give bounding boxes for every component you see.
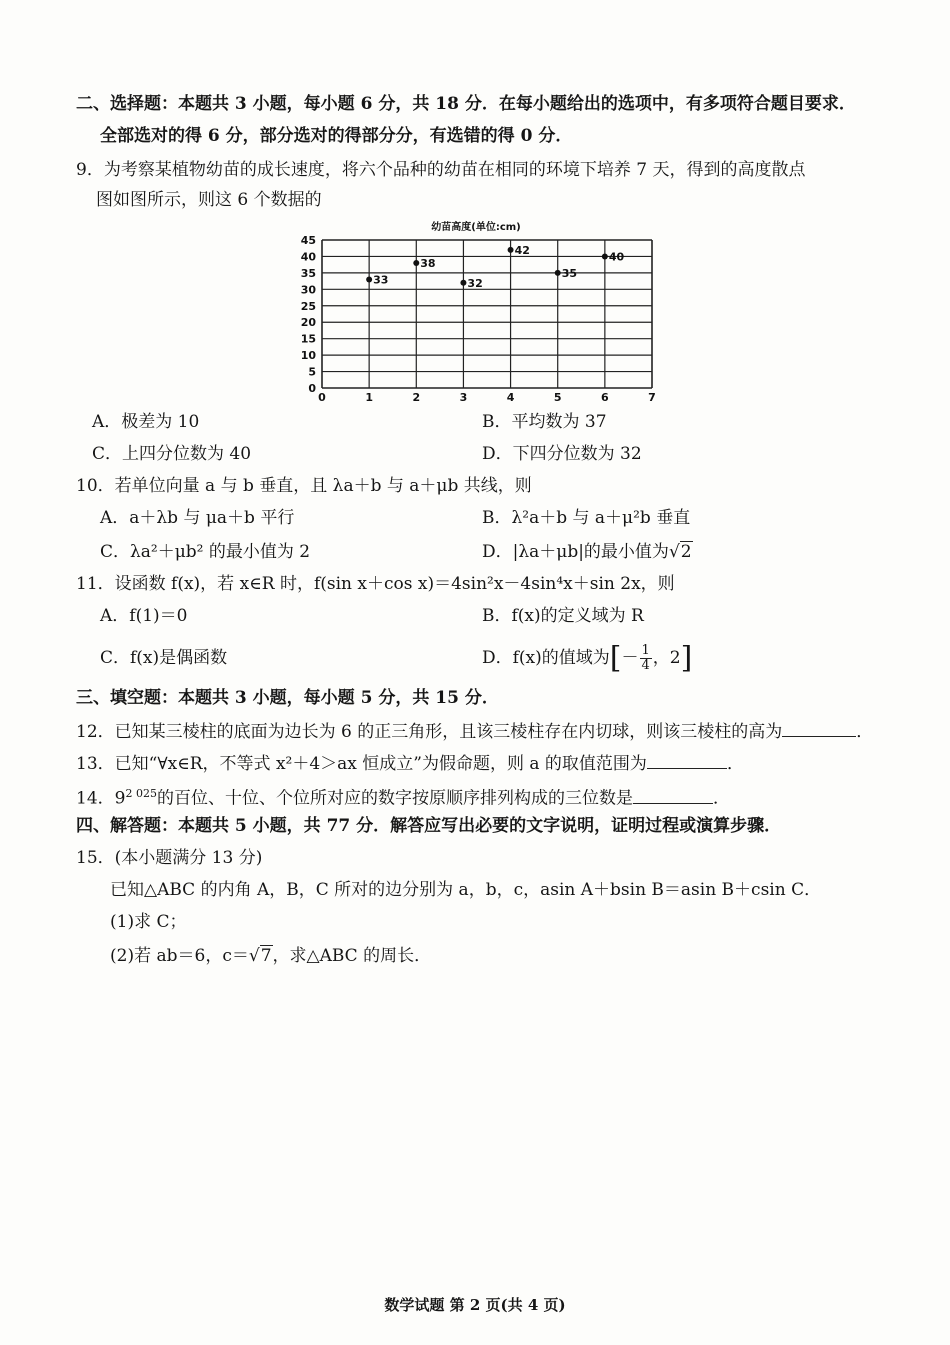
data-label: 38: [420, 257, 436, 271]
y-tick-label: 20: [300, 316, 316, 330]
fraction: [640, 644, 652, 673]
q9-option-b: B．平均数为 37: [482, 412, 607, 432]
q9-option-d: D．下四分位数为 32: [482, 444, 642, 464]
x-tick-label: 1: [365, 391, 373, 404]
data-label: 35: [561, 266, 578, 280]
q10-option-d-root: 2: [680, 542, 692, 562]
q11-option-d-end: ，2: [652, 648, 681, 668]
q13: [76, 750, 744, 776]
bracket-close: ]: [680, 640, 693, 676]
q10-option-d-text: D．|λa＋μb|的最小值为: [482, 542, 669, 562]
q14-exponent: 2 025: [125, 787, 157, 800]
q9-option-a: A．极差为 10: [92, 412, 200, 432]
fraction-numerator: 1: [641, 643, 650, 658]
q9-option-c: C．上四分位数为 40: [92, 444, 252, 464]
data-point: [366, 276, 372, 282]
y-tick-label: 0: [308, 382, 316, 395]
sqrt-symbol: √: [248, 946, 260, 966]
q15-part2-text: (2)若 ab＝6，c＝: [110, 946, 249, 966]
q15-part1: (1)求 C；: [110, 912, 187, 932]
x-tick-label: 4: [506, 391, 515, 404]
data-label: 40: [608, 250, 625, 264]
x-tick-label: 0: [318, 391, 326, 404]
section2-header-line2: 全部选对的得 6 分，部分选对的得部分分，有选错的得 0 分．: [100, 126, 573, 146]
data-point: [413, 260, 419, 266]
q14: [76, 782, 730, 811]
q10-option-a: A．a＋λb 与 μa＋b 平行: [100, 508, 295, 528]
q14-base: 14．9: [76, 788, 126, 809]
q12-end: ．: [856, 722, 874, 742]
q11-option-d-sign: －: [621, 648, 639, 668]
section3-header: 三、填空题：本题共 3 小题，每小题 5 分，共 15 分．: [76, 688, 499, 708]
y-tick-label: 15: [300, 332, 316, 346]
q15-part2-end: ，求△ABC 的周长．: [272, 946, 432, 966]
q15-part2: [110, 944, 431, 968]
chart-title: 幼苗高度(单位:cm): [431, 222, 521, 233]
q13-text: 13．已知“∀x∈R，不等式 x²＋4＞ax 恒成立”为假命题，则 a 的取值范围为: [76, 754, 647, 774]
data-label: 32: [467, 276, 483, 290]
data-point: [555, 270, 561, 276]
q10-option-c: C．λa²＋μb² 的最小值为 2: [100, 542, 311, 562]
chart-axes: [301, 234, 656, 404]
q12: [76, 718, 873, 744]
data-point: [460, 280, 466, 286]
data-point: [602, 253, 608, 259]
y-tick-label: 40: [300, 250, 316, 264]
q13-end: ．: [726, 754, 744, 774]
q15-title: 15．(本小题满分 13 分): [76, 848, 263, 868]
y-tick-label: 45: [300, 234, 316, 247]
q12-answer-blank[interactable]: [782, 718, 856, 737]
x-tick-label: 7: [648, 391, 656, 404]
q11-option-d-text: D．f(x)的值域为: [482, 648, 610, 668]
y-tick-label: 30: [300, 283, 316, 297]
y-tick-label: 5: [308, 365, 316, 379]
y-tick-label: 10: [300, 349, 316, 363]
q15-part2-root: 7: [260, 946, 272, 966]
fraction-denominator: 4: [641, 658, 650, 673]
chart-points: [366, 244, 624, 290]
seedling-height-scatter-chart: [296, 216, 666, 406]
data-label: 33: [373, 273, 389, 287]
q14-text: 的百位、十位、个位所对应的数字按原顺序排列构成的三位数是: [156, 788, 633, 809]
data-label: 42: [514, 243, 530, 257]
q14-answer-blank[interactable]: [633, 785, 713, 804]
chart-grid: [322, 240, 652, 388]
q11-option-d: [482, 638, 692, 679]
section4-header: 四、解答题：本题共 5 小题，共 77 分．解答应写出必要的文字说明，证明过程或演算步骤．: [76, 816, 782, 836]
x-tick-label: 3: [459, 391, 468, 404]
q14-end: ．: [712, 788, 730, 809]
q9-stem-line1: 9．为考察某植物幼苗的成长速度，将六个品种的幼苗在相同的环境下培养 7 天，得到的高度散点: [76, 160, 806, 180]
q11-option-b: B．f(x)的定义域为 R: [482, 606, 644, 626]
q13-answer-blank[interactable]: [647, 750, 727, 769]
q10-stem: 10．若单位向量 a 与 b 垂直，且 λa＋b 与 a＋μb 共线，则: [76, 476, 532, 496]
y-tick-label: 35: [300, 266, 316, 280]
sqrt-symbol: √: [668, 542, 680, 562]
q10-option-d: [482, 540, 693, 564]
x-tick-label: 2: [412, 391, 421, 404]
data-point: [508, 247, 514, 253]
q11-stem: 11．设函数 f(x)，若 x∈R 时，f(sin x＋cos x)＝4sin²x－4sin⁴x＋sin 2x，则: [76, 574, 675, 594]
bracket-open: [: [609, 640, 622, 676]
q11-option-c: C．f(x)是偶函数: [100, 648, 228, 668]
q10-option-b: B．λ²a＋b 与 a＋μ²b 垂直: [482, 508, 691, 528]
q15-stem: 已知△ABC 的内角 A，B，C 所对的边分别为 a，b，c，asin A＋bsin B＝asin B＋csin C．: [110, 880, 822, 900]
x-tick-label: 5: [553, 391, 562, 404]
section2-header-line1: 二、选择题：本题共 3 小题，每小题 6 分，共 18 分．在每小题给出的选项中，有多项符合题目要求．: [76, 94, 856, 114]
q9-stem-line2: 图如图所示，则这 6 个数据的: [96, 190, 322, 210]
x-tick-label: 6: [601, 391, 609, 404]
q12-text: 12．已知某三棱柱的底面为边长为 6 的正三角形，且该三棱柱存在内切球，则该三棱柱的高为: [76, 722, 783, 742]
y-tick-label: 25: [300, 299, 316, 313]
page-footer: 数学试题 第 2 页(共 4 页): [384, 1296, 566, 1314]
q11-option-a: A．f(1)＝0: [100, 606, 188, 626]
